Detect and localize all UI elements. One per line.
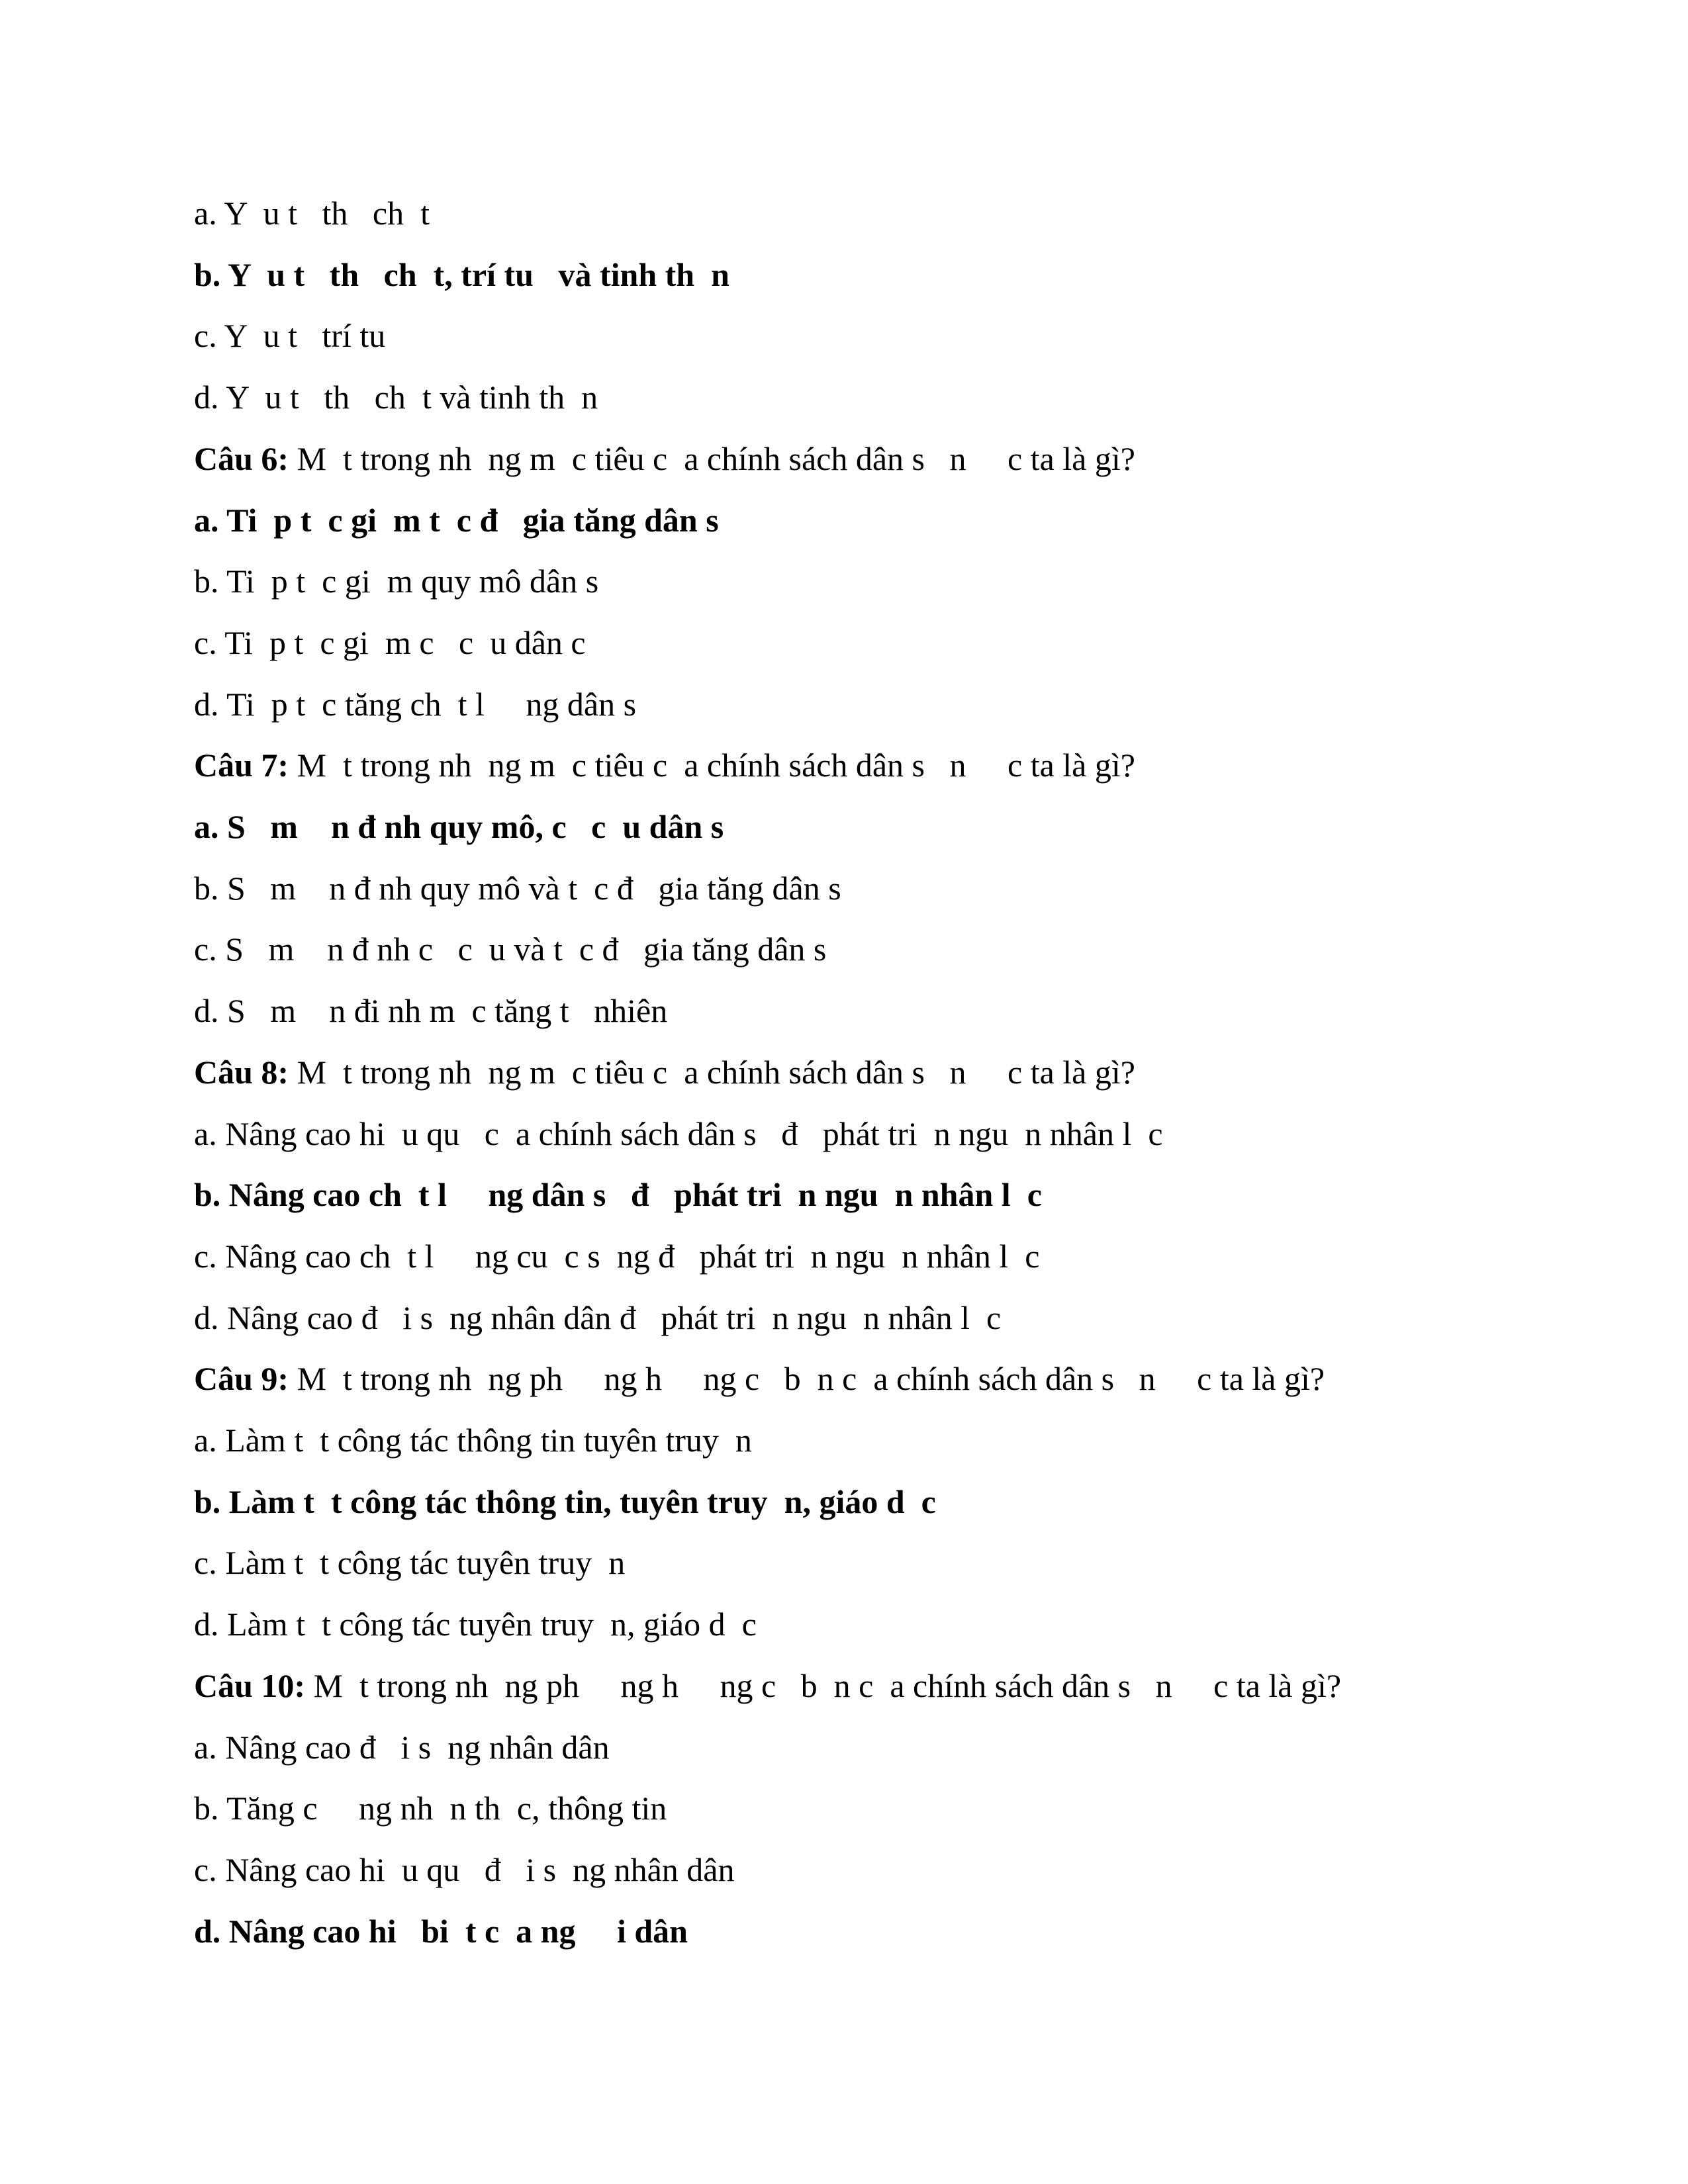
answer-option: d. Y u t th ch t và tinh th n (194, 379, 598, 416)
answer-option: c. Nâng cao hi u qu đ i s ng nhân dân (194, 1851, 735, 1888)
answer-option: a. Y u t th ch t (194, 195, 430, 232)
answer-option: b. Ti p t c gi m quy mô dân s (194, 563, 599, 600)
answer-option-correct: d. Nâng cao hi bi t c a ng i dân (194, 1913, 688, 1950)
question-line (194, 1666, 1341, 1706)
answer-option: c. Y u t trí tu (194, 317, 386, 354)
question-label: Câu 9: (194, 1360, 289, 1397)
question-label: Câu 8: (194, 1054, 289, 1091)
question-line (194, 1359, 1325, 1398)
answer-option: d. Nâng cao đ i s ng nhân dân đ phát tri n ngu n nhân l c (194, 1299, 1002, 1336)
answer-option: a. Làm t t công tác thông tin tuyên truy n (194, 1422, 752, 1459)
question-label: Câu 10: (194, 1667, 306, 1704)
question-label: Câu 6: (194, 440, 289, 477)
question-text: M t trong nh ng m c tiêu c a chính sách dân s n c ta là gì? (289, 440, 1135, 477)
answer-option: b. S m n đ nh quy mô và t c đ gia tăng dân s (194, 870, 841, 907)
answer-option: a. Nâng cao hi u qu c a chính sách dân s đ phát tri n ngu n nhân l c (194, 1115, 1163, 1152)
question-line (194, 439, 1135, 478)
answer-option-correct: b. Làm t t công tác thông tin, tuyên truy n, giáo d c (194, 1483, 936, 1520)
question-line (194, 1052, 1135, 1092)
question-label: Câu 7: (194, 747, 289, 784)
answer-option: d. Làm t t công tác tuyên truy n, giáo d c (194, 1606, 757, 1643)
answer-option: c. Nâng cao ch t l ng cu c s ng đ phát tri n ngu n nhân l c (194, 1238, 1040, 1275)
answer-option: c. S m n đ nh c c u và t c đ gia tăng dân s (194, 931, 827, 968)
answer-option: c. Ti p t c gi m c c u dân c (194, 624, 586, 661)
answer-option: c. Làm t t công tác tuyên truy n (194, 1544, 626, 1581)
answer-option-correct: a. S m n đ nh quy mô, c c u dân s (194, 808, 724, 845)
answer-option: b. Tăng c ng nh n th c, thông tin (194, 1790, 667, 1827)
answer-option: d. Ti p t c tăng ch t l ng dân s (194, 686, 637, 723)
question-text: M t trong nh ng m c tiêu c a chính sách dân s n c ta là gì? (289, 1054, 1135, 1091)
answer-option-correct: a. Ti p t c gi m t c đ gia tăng dân s (194, 502, 719, 539)
question-text: M t trong nh ng ph ng h ng c b n c a chính sách dân s n c ta là gì? (305, 1667, 1342, 1704)
question-text: M t trong nh ng ph ng h ng c b n c a chính sách dân s n c ta là gì? (289, 1360, 1325, 1397)
answer-option-correct: b. Y u t th ch t, trí tu và tinh th n (194, 256, 729, 293)
answer-option: d. S m n đi nh m c tăng t nhiên (194, 992, 668, 1029)
question-text: M t trong nh ng m c tiêu c a chính sách dân s n c ta là gì? (289, 747, 1135, 784)
question-line (194, 745, 1135, 785)
answer-option-correct: b. Nâng cao ch t l ng dân s đ phát tri n ngu n nhân l c (194, 1176, 1042, 1213)
answer-option: a. Nâng cao đ i s ng nhân dân (194, 1729, 610, 1766)
